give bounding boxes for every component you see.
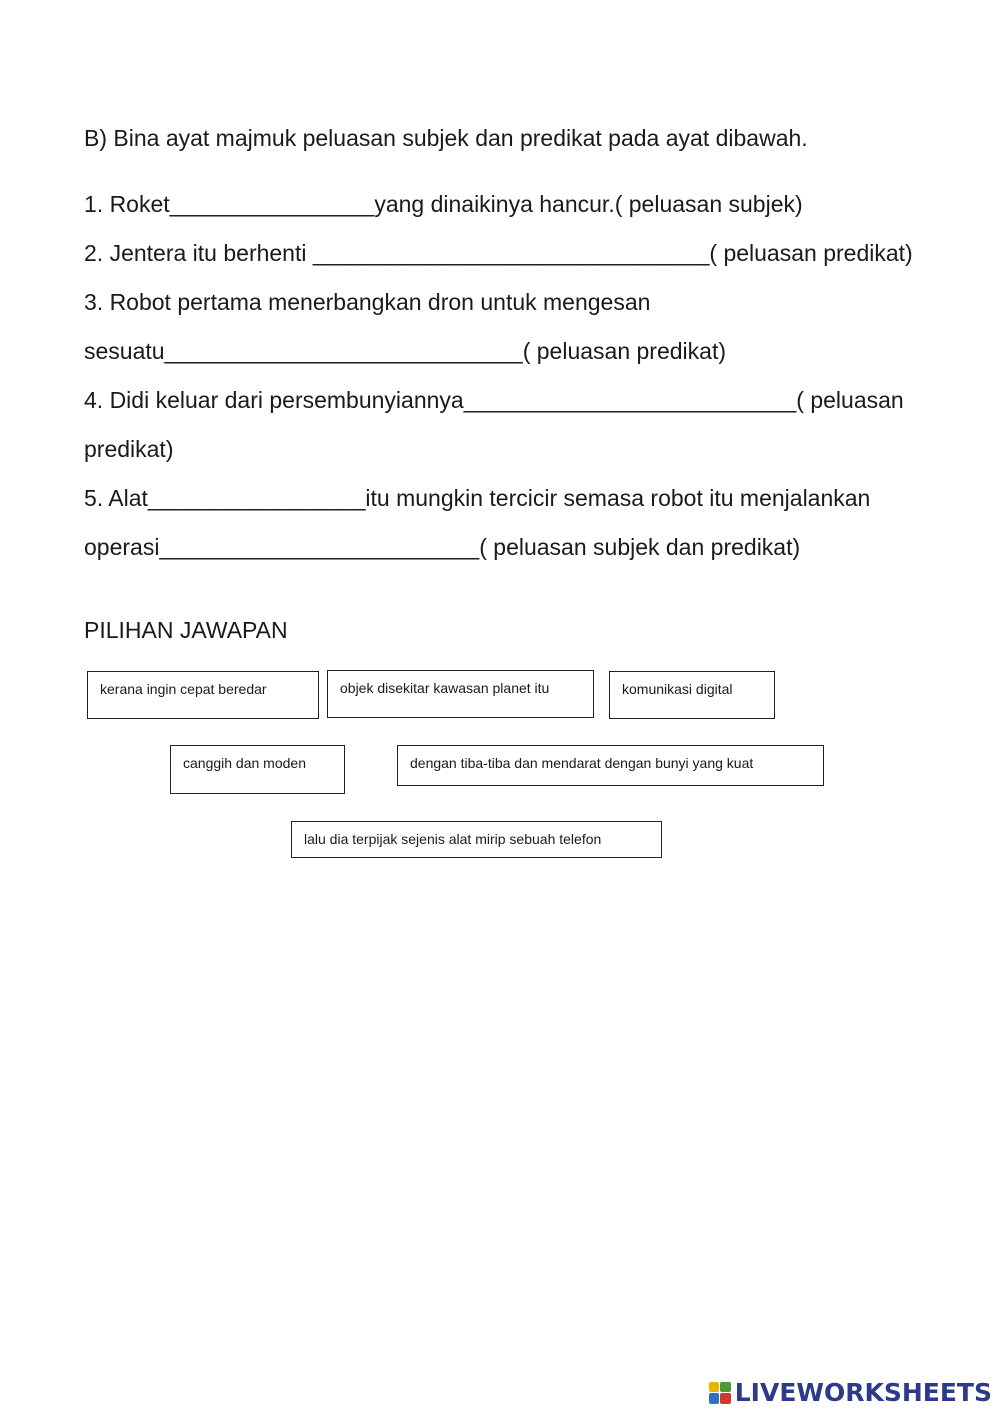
answer-option-5[interactable]: dengan tiba-tiba dan mendarat dengan bunyi yang kuat (397, 745, 824, 786)
answer-options-heading: PILIHAN JAWAPAN (84, 617, 288, 643)
question-5-line-1: 5. Alat_________________itu mungkin tercicir semasa robot itu menjalankan (84, 485, 871, 511)
answer-option-1[interactable]: kerana ingin cepat beredar (87, 671, 319, 719)
question-4-line-1: 4. Didi keluar dari persembunyiannya__________________________( peluasan (84, 387, 904, 413)
liveworksheets-logo-icon (709, 1382, 731, 1404)
liveworksheets-logo-text: LIVEWORKSHEETS (734, 1378, 992, 1407)
liveworksheets-logo (709, 1378, 992, 1407)
instruction-text: B) Bina ayat majmuk peluasan subjek dan predikat pada ayat dibawah. (84, 125, 808, 151)
question-3-line-1: 3. Robot pertama menerbangkan dron untuk mengesan (84, 289, 651, 315)
question-1: 1. Roket________________yang dinaikinya hancur.( peluasan subjek) (84, 191, 803, 217)
answer-option-6[interactable]: lalu dia terpijak sejenis alat mirip sebuah telefon (291, 821, 662, 858)
answer-option-2[interactable]: objek disekitar kawasan planet itu (327, 670, 594, 718)
question-3-line-2: sesuatu____________________________( peluasan predikat) (84, 338, 727, 364)
question-5-line-2: operasi_________________________( peluasan subjek dan predikat) (84, 534, 801, 560)
answer-option-3[interactable]: komunikasi digital (609, 671, 775, 719)
answer-option-4[interactable]: canggih dan moden (170, 745, 345, 794)
question-4-line-2: predikat) (84, 436, 174, 462)
question-2: 2. Jentera itu berhenti _______________________________( peluasan predikat) (84, 240, 913, 266)
